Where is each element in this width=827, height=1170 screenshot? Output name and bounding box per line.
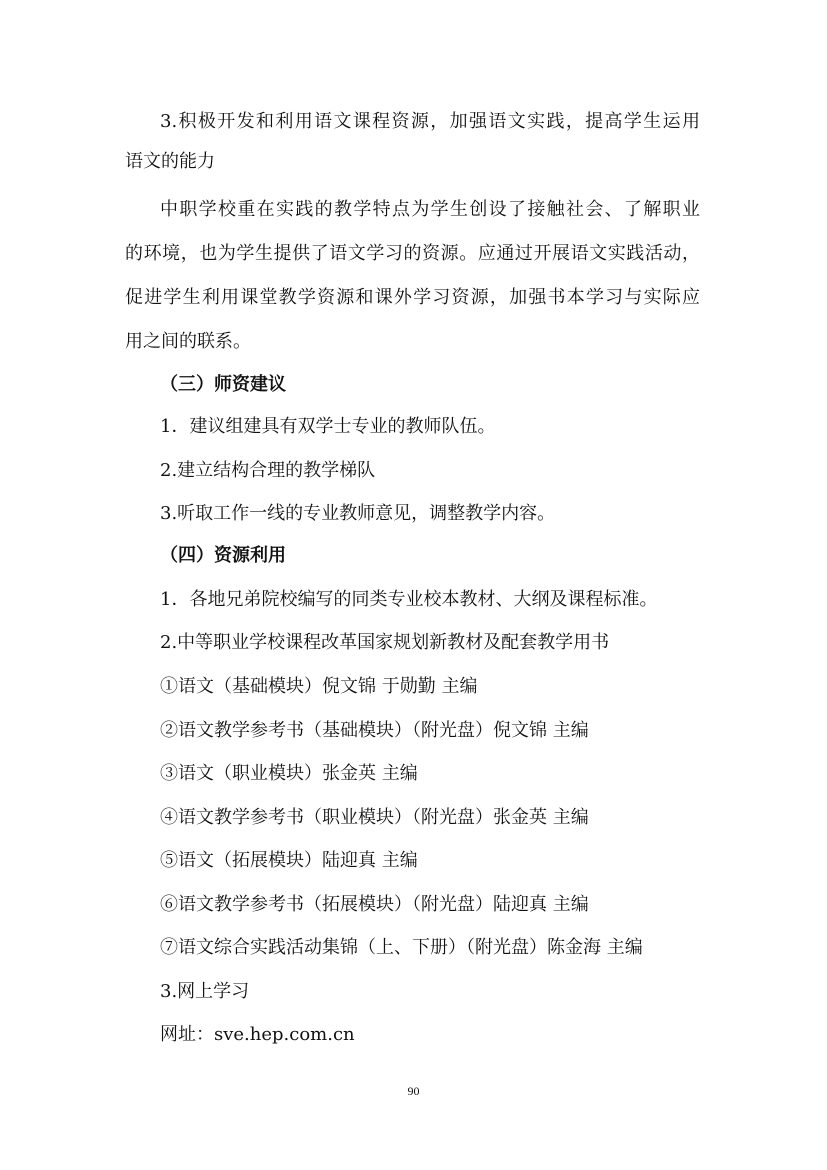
teachers-item-3: 3.听取工作一线的专业教师意见，调整教学内容。 <box>160 503 556 524</box>
section-3-title-line-2: 语文的能力 <box>125 151 215 172</box>
paragraph-line-1: 中职学校重在实践的教学特点为学生创设了接触社会、了解职业 <box>160 199 700 220</box>
website-line: 网址：sve.hep.com.cn <box>160 1024 355 1045</box>
book-item-6: ⑥语文教学参考书（拓展模块）（附光盘）陆迎真 主编 <box>160 894 589 915</box>
online-learning-title: 3.网上学习 <box>160 981 250 1002</box>
paragraph-line-2: 的环境，也为学生提供了语文学习的资源。应通过开展语文实践活动， <box>125 243 700 264</box>
resources-item-1: 1．各地兄弟院校编写的同类专业校本教材、大纲及课程标准。 <box>160 589 658 610</box>
page-number: 90 <box>407 1084 420 1098</box>
book-item-3: ③语文（职业模块）张金英 主编 <box>160 763 418 784</box>
paragraph-line-4: 用之间的联系。 <box>125 331 251 352</box>
resources-heading: （四）资源利用 <box>160 545 286 566</box>
book-item-2: ②语文教学参考书（基础模块）（附光盘）倪文锦 主编 <box>160 720 589 741</box>
book-item-1: ①语文（基础模块）倪文锦 于勋勤 主编 <box>160 676 478 697</box>
section-3-title-line-1: 3.积极开发和利用语文课程资源，加强语文实践，提高学生运用 <box>160 111 700 132</box>
resources-item-2: 2.中等职业学校课程改革国家规划新教材及配套教学用书 <box>160 632 610 653</box>
book-item-5: ⑤语文（拓展模块）陆迎真 主编 <box>160 850 418 871</box>
teachers-item-1: 1．建议组建具有双学士专业的教师队伍。 <box>160 416 496 437</box>
book-item-4: ④语文教学参考书（职业模块）（附光盘）张金英 主编 <box>160 807 589 828</box>
teachers-heading: （三）师资建议 <box>160 374 286 395</box>
book-item-7: ⑦语文综合实践活动集锦（上、下册）（附光盘）陈金海 主编 <box>160 937 643 958</box>
teachers-item-2: 2.建立结构合理的教学梯队 <box>160 460 376 481</box>
paragraph-line-3: 促进学生利用课堂教学资源和课外学习资源，加强书本学习与实际应 <box>125 287 700 308</box>
